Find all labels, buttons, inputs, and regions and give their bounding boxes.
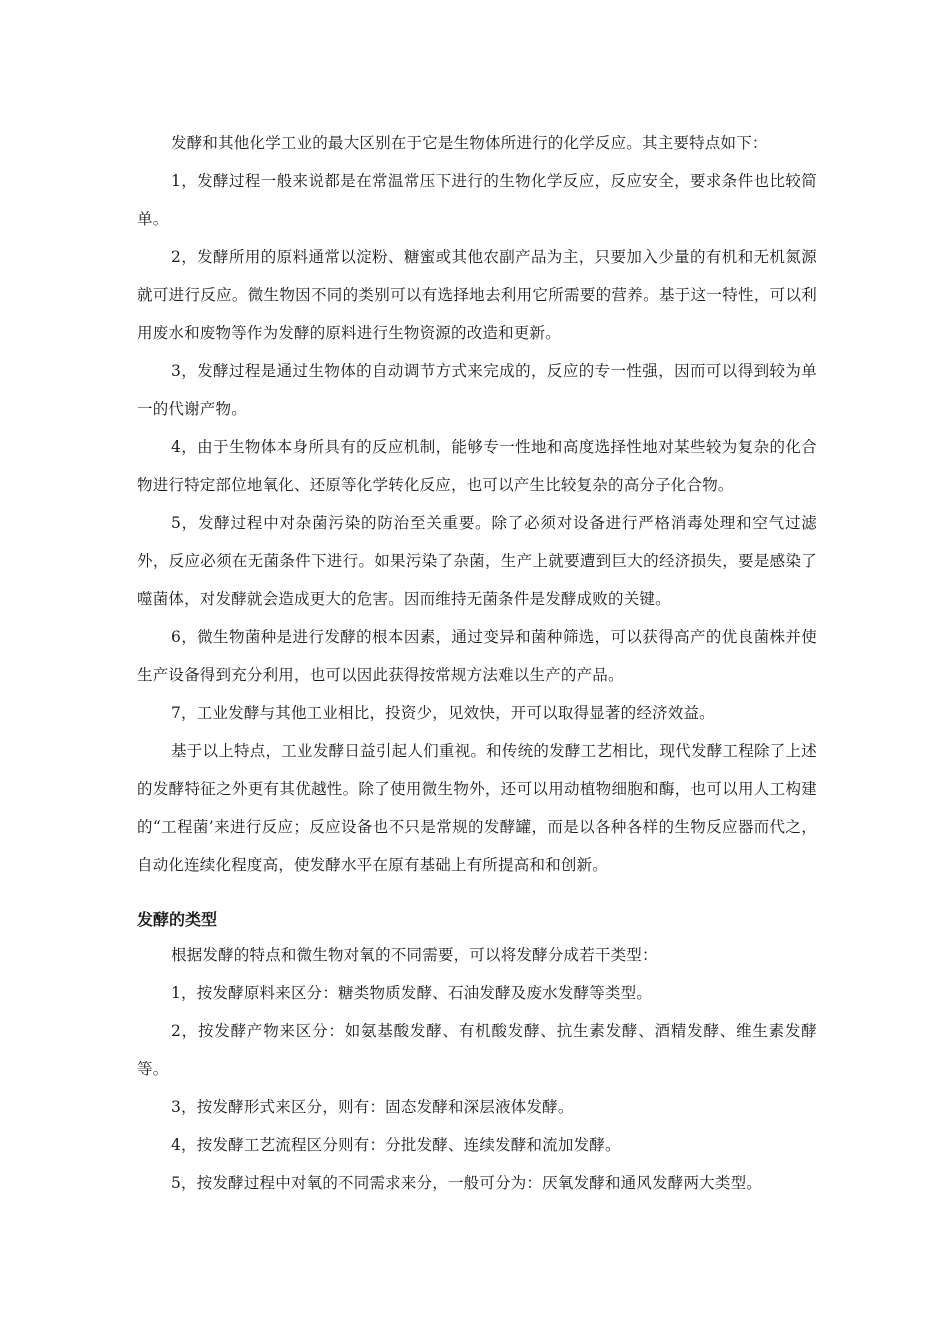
feature-item-5: 5，发酵过程中对杂菌污染的防治至关重要。除了必须对设备进行严格消毒处理和空气过滤外，反应必须在无菌条件下进行。如果污染了杂菌，生产上就要遭到巨大的经济损失，要是感染了噬菌体，对发酵就会造成更大的危害。因而维持无菌条件是发酵成败的关键。 [137, 514, 817, 608]
feature-item-1: 1，发酵过程一般来说都是在常温常压下进行的生物化学反应，反应安全，要求条件也比较简单。 [137, 172, 817, 228]
summary-paragraph: 基于以上特点，工业发酵日益引起人们重视。和传统的发酵工艺相比，现代发酵工程除了上述的发酵特征之外更有其优越性。除了使用微生物外，还可以用动植物细胞和酶，也可以用人工构建的“工程菌’来进行反应；反应设备也不只是常规的发酵罐，而是以各种各样的生物反应器而代之，自动化连续化程度高，使发酵水平在原有基础上有所提高和和创新。 [137, 742, 817, 874]
section-intro: 根据发酵的特点和微生物对氧的不同需要，可以将发酵分成若干类型： [171, 946, 658, 964]
type-item-4: 4，按发酵工艺流程区分则有：分批发酵、连续发酵和流加发酵。 [171, 1136, 621, 1154]
section-heading: 发酵的类型 [137, 910, 218, 929]
type-item-2: 2，按发酵产物来区分：如氨基酸发酵、有机酸发酵、抗生素发酵、酒精发酵、维生素发酵等。 [137, 1022, 817, 1078]
type-item-3: 3，按发酵形式来区分，则有：固态发酵和深层液体发酵。 [171, 1098, 574, 1116]
type-item-5: 5，按发酵过程中对氧的不同需求来分，一般可分为：厌氧发酵和通风发酵两大类型。 [171, 1174, 762, 1192]
feature-item-4: 4，由于生物体本身所具有的反应机制，能够专一性地和高度选择性地对某些较为复杂的化合物进行特定部位地氧化、还原等化学转化反应，也可以产生比较复杂的高分子化合物。 [137, 438, 817, 494]
document-body [137, 124, 817, 1202]
feature-item-7: 7，工业发酵与其他工业相比，投资少，见效快，开可以取得显著的经济效益。 [171, 704, 715, 722]
intro-paragraph: 发酵和其他化学工业的最大区别在于它是生物体所进行的化学反应。其主要特点如下： [171, 134, 768, 152]
feature-item-3: 3，发酵过程是通过生物体的自动调节方式来完成的，反应的专一性强，因而可以得到较为单一的代谢产物。 [137, 362, 817, 418]
feature-item-6: 6，微生物菌种是进行发酵的根本因素，通过变异和菌种筛选，可以获得高产的优良菌株并使生产设备得到充分利用，也可以因此获得按常规方法难以生产的产品。 [137, 628, 817, 684]
type-item-1: 1，按发酵原料来区分：糖类物质发酵、石油发酵及废水发酵等类型。 [171, 984, 653, 1002]
fermentation-types-section [137, 904, 817, 1202]
feature-item-2: 2，发酵所用的原料通常以淀粉、糖蜜或其他农副产品为主，只要加入少量的有机和无机氮源就可进行反应。微生物因不同的类别可以有选择地去利用它所需要的营养。基于这一特性，可以利用废水和废物等作为发酵的原料进行生物资源的改造和更新。 [137, 248, 817, 342]
